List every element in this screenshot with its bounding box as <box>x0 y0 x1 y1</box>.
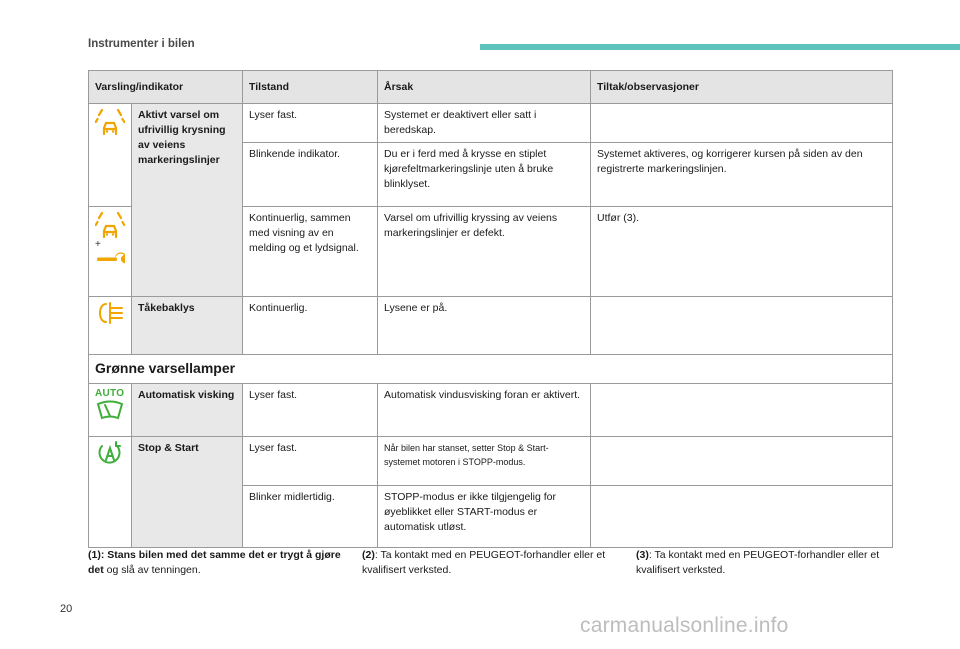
footnote-1-text: og slå av tenningen. <box>103 564 201 577</box>
watermark: carmanualsonline.info <box>580 614 789 637</box>
lane-cause-2: Du er i ferd med å krysse en stiplet kjørefeltmarkeringslinje uten å bruke blinklyset. <box>378 142 591 206</box>
footnote-3 <box>636 548 892 578</box>
fog-state: Kontinuerlig. <box>243 296 378 354</box>
section-title: Grønne varsellamper <box>89 354 893 383</box>
footnote-2 <box>362 548 622 578</box>
wiper-label: Automatisk visking <box>132 383 243 436</box>
lane-state-2: Blinkende indikator. <box>243 142 378 206</box>
stopstart-action-1 <box>591 436 893 485</box>
footnote-1-ref: (1) <box>88 549 101 561</box>
footnote-1 <box>88 548 350 578</box>
column-header-action: Tiltak/observasjoner <box>591 71 893 104</box>
page-number: 20 <box>60 603 73 615</box>
lane-action-3: Utfør (3). <box>591 206 893 296</box>
column-header-cause: Årsak <box>378 71 591 104</box>
stopstart-label: Stop & Start <box>132 436 243 547</box>
lane-state-1: Lyser fast. <box>243 104 378 143</box>
lane-departure-icon <box>95 211 125 239</box>
stopstart-state-2: Blinker midlertidig. <box>243 485 378 547</box>
stopstart-cause-1: Når bilen har stanset, setter Stop & Start-systemet motoren i STOPP-modus. <box>378 436 591 485</box>
lane-state-3: Kontinuerlig, sammen med visning av en melding og et lydsignal. <box>243 206 378 296</box>
fog-icon-cell <box>89 296 132 354</box>
lane-action-1 <box>591 104 893 143</box>
lane-fault-icon-cell <box>89 206 132 296</box>
fog-cause: Lysene er på. <box>378 296 591 354</box>
rear-fog-light-icon <box>96 301 124 325</box>
wrench-icon <box>95 252 125 266</box>
column-header-state: Tilstand <box>243 71 378 104</box>
lane-cause-3: Varsel om ufrivillig kryssing av veiens markeringslinjer er defekt. <box>378 206 591 296</box>
wiper-action <box>591 383 893 436</box>
header-accent-bar <box>480 44 960 50</box>
stopstart-state-1: Lyser fast. <box>243 436 378 485</box>
wiper-state: Lyser fast. <box>243 383 378 436</box>
footnote-1-bold: : Stans bilen med det samme det er trygt å gjøre det <box>88 549 341 577</box>
column-header-indicator: Varsling/indikator <box>89 71 243 104</box>
page-header-title: Instrumenter i bilen <box>88 38 195 50</box>
table-row <box>89 436 893 485</box>
stopstart-cause-2: STOPP-modus er ikke tilgjengelig for øyeblikket eller START-modus er automatisk utløst. <box>378 485 591 547</box>
section-row <box>89 354 893 383</box>
lane-warning-icon-cell <box>89 104 132 207</box>
lane-cause-1: Systemet er deaktivert eller satt i beredskap. <box>378 104 591 143</box>
table-row <box>89 383 893 436</box>
wiper-icon-cell <box>89 383 132 436</box>
table-header-row <box>89 71 893 104</box>
plus-sign: + <box>95 238 101 250</box>
auto-text: AUTO <box>95 387 125 399</box>
stopstart-icon-cell <box>89 436 132 547</box>
table-row <box>89 296 893 354</box>
lane-warning-label: Aktivt varsel om ufrivillig krysning av veiens markeringslinjer <box>132 104 243 297</box>
fog-label: Tåkebaklys <box>132 296 243 354</box>
lane-action-2: Systemet aktiveres, og korrigerer kursen på siden av den registrerte markeringslinjen. <box>591 142 893 206</box>
wiper-cause: Automatisk vindusvisking foran er aktivert. <box>378 383 591 436</box>
stopstart-action-2 <box>591 485 893 547</box>
footnote-3-text: : Ta kontakt med en PEUGEOT-forhandler eller et kvalifisert verksted. <box>636 549 880 577</box>
stop-start-icon <box>97 441 123 467</box>
table-row <box>89 104 893 143</box>
footnote-2-text: : Ta kontakt med en PEUGEOT-forhandler eller et kvalifisert verksted. <box>362 549 606 577</box>
footnote-2-ref: (2) <box>362 549 375 561</box>
auto-wiper-icon <box>96 400 124 420</box>
fog-action <box>591 296 893 354</box>
indicator-table <box>88 70 893 548</box>
footnote-3-ref: (3) <box>636 549 649 561</box>
lane-departure-icon <box>95 108 125 136</box>
